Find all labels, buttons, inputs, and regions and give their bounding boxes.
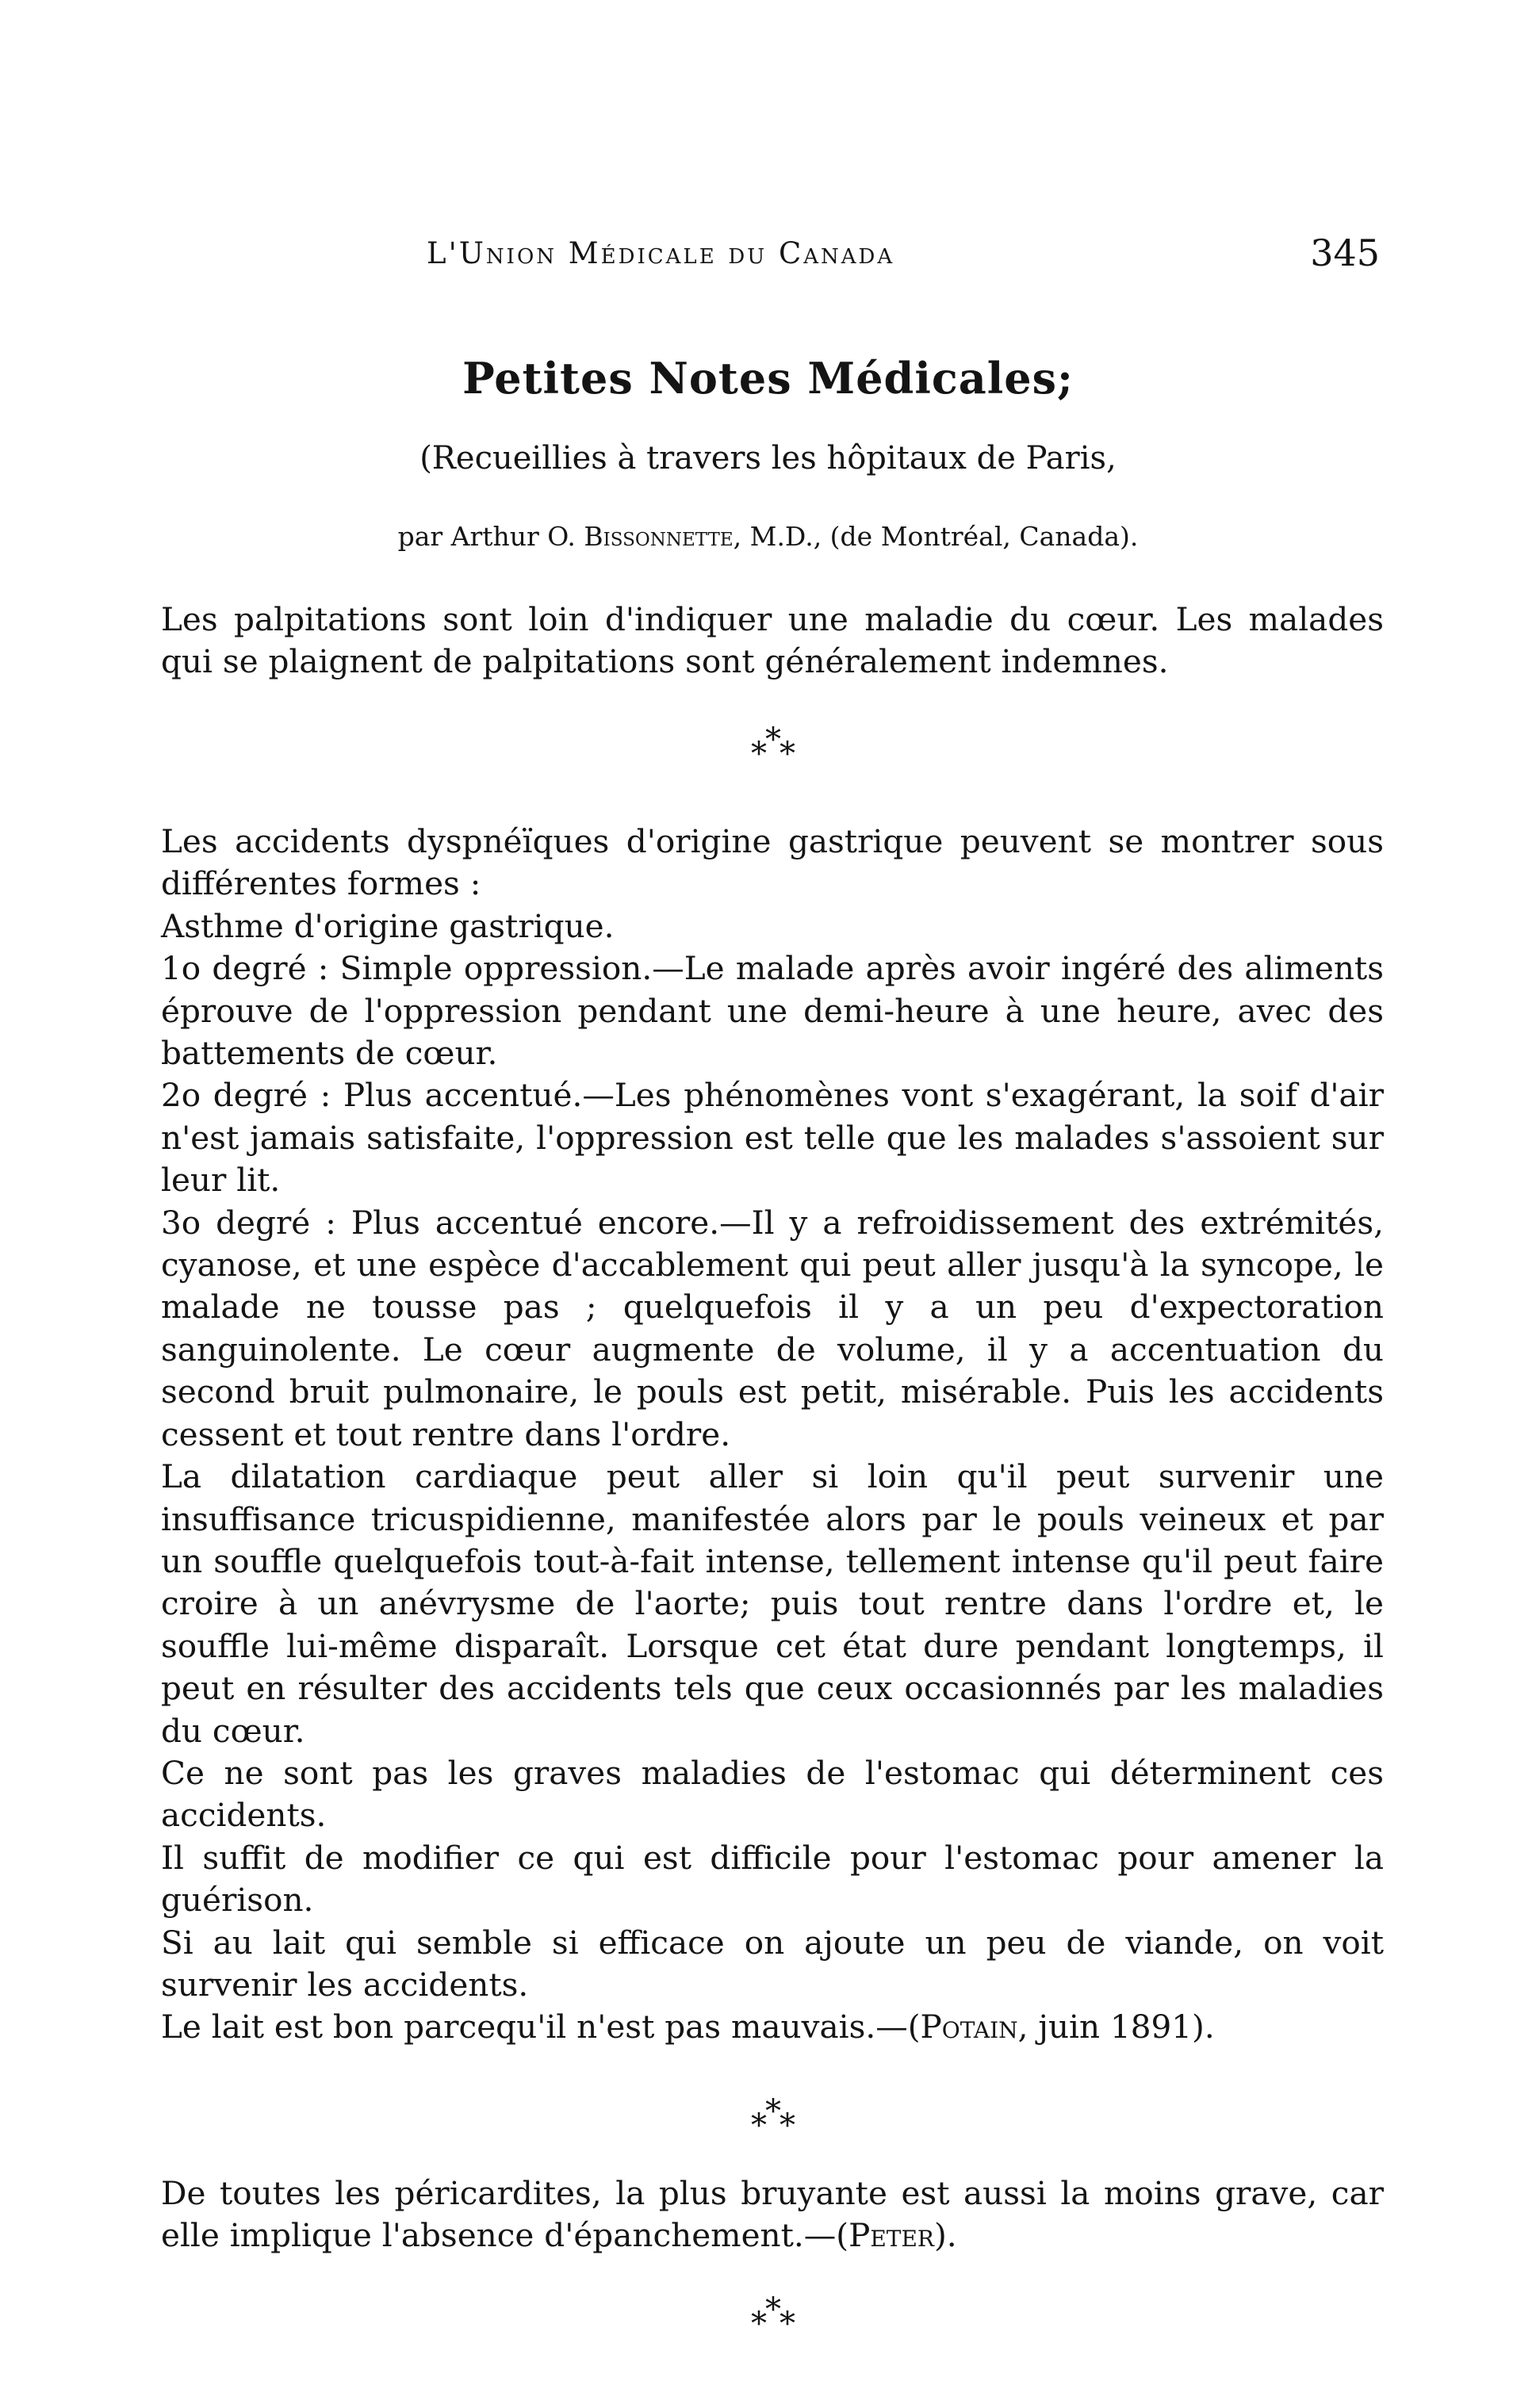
paragraph-degre-1: 1o degré : Simple oppression.—Le malade après avoir ingéré des aliments éprouve de l'oppression pendant une demi-heure à une heure, avec des battements de cœur.: [161, 949, 1384, 1073]
paragraph-degre-2: 2o degré : Plus accentué.—Les phénomènes vont s'exagérant, la soif d'air n'est jamais satisfaite, l'oppression est telle que les malades s'assoient sur leur lit.: [161, 1076, 1384, 1200]
byline-prefix: par Arthur O.: [397, 521, 576, 552]
paragraph-degre-3: 3o degré : Plus accentué encore.—Il y a refroidissement des extrémités, cyanose, et une espèce d'accablement qui peut aller jusqu'à la syncope, le malade ne tousse pas ; quelquefois il y a un peu d'expectoration sanguinolente. Le cœur augmente de volume, il y a accentuation du second bruit pulmonaire, le pouls est petit, misérable. Puis les accidents cessent et tout rentre dans l'ordre.: [161, 1203, 1384, 1453]
article-byline: [0, 521, 1536, 552]
pericardites-text: De toutes les péricardites, la plus bruyante est aussi la moins grave, car elle implique l'absence d'épanchement.—(: [161, 2174, 1384, 2255]
bon-end: , juin 1891).: [1017, 2008, 1215, 2046]
paragraph-intro: Les accidents dyspnéïques d'origine gastrique peuvent se montrer sous différentes formes :: [161, 822, 1384, 903]
paragraph-pericardites: [161, 2173, 1384, 2257]
paragraph-lait: Si au lait qui semble si efficace on ajoute un peu de viande, on voit survenir les accidents.: [161, 1923, 1384, 2004]
paragraph-bon: [161, 2006, 1384, 2048]
running-title: L'Union Médicale du Canada: [427, 236, 895, 270]
article-title: Petites Notes Médicales;: [462, 353, 1074, 404]
paragraph-palpitations: Les palpitations sont loin d'indiquer une maladie du cœur. Les malades qui se plaignent de palpitations sont généralement indemnes.: [161, 600, 1384, 681]
pericardites-author: Peter: [848, 2216, 934, 2255]
byline-author: Bissonnette: [584, 521, 734, 552]
separator-star: *: [765, 2093, 779, 2130]
article-subtitle: (Recueillies à travers les hôpitaux de Paris,: [419, 440, 1117, 477]
section-dyspnee: [161, 821, 1384, 2049]
section-palpitations: [161, 599, 1384, 683]
separator-2: ***: [751, 2093, 794, 2144]
paragraph-suffit: Il suffit de modifier ce qui est difficile pour l'estomac pour amener la guérison.: [161, 1838, 1384, 1920]
separator-star: *: [765, 722, 779, 758]
pericardites-end: ).: [933, 2216, 957, 2255]
bon-author: Potain: [920, 2008, 1018, 2046]
section-pericardites: [161, 2173, 1384, 2257]
page-header: [159, 232, 1380, 284]
paragraph-asthme: Asthme d'origine gastrique.: [161, 906, 615, 945]
separator-1: ***: [751, 722, 794, 772]
page-number: 345: [1310, 232, 1380, 274]
paragraph-estomac: Ce ne sont pas les graves maladies de l'estomac qui déterminent ces accidents.: [161, 1753, 1384, 1835]
separator-3: ***: [751, 2291, 794, 2342]
bon-text: Le lait est bon parcequ'il n'est pas mauvais.—(: [161, 2008, 921, 2046]
paragraph-dilatation: La dilatation cardiaque peut aller si loin qu'il peut survenir une insuffisance tricuspidienne, manifestée alors par le pouls veineux et par un souffle quelquefois tout-à-fait intense, tellement intense qu'il peut faire croire à un anévrysme de l'aorte; puis tout rentre dans l'ordre et, le souffle lui-même disparaît. Lorsque cet état dure pendant longtemps, il peut en résulter des accidents tels que ceux occasionnés par les maladies du cœur.: [161, 1457, 1384, 1750]
byline-suffix: , M.D., (de Montréal, Canada).: [733, 521, 1139, 552]
separator-star: *: [765, 2291, 779, 2328]
